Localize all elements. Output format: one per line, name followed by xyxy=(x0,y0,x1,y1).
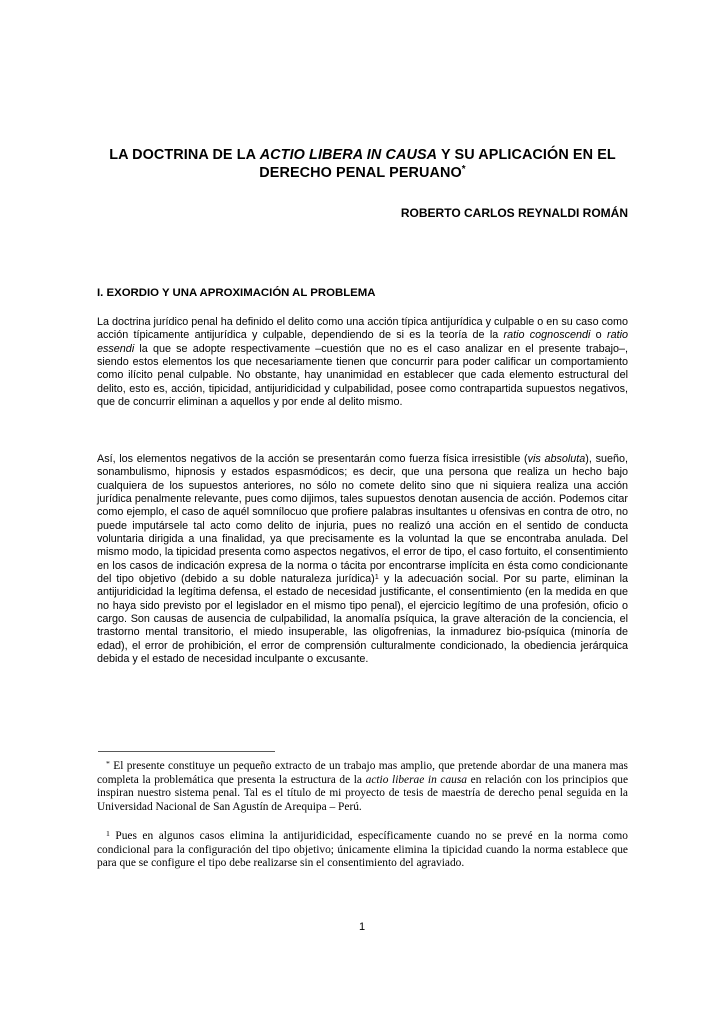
document-title: LA DOCTRINA DE LA ACTIO LIBERA IN CAUSA Y SU APLICACIÓN EN EL DERECHO PENAL PERUANO* xyxy=(109,146,616,181)
author-name: ROBERTO CARLOS REYNALDI ROMÁN xyxy=(400,206,628,220)
page-number: 1 xyxy=(358,921,366,933)
footnote-1: $^1$ Pues en algunos casos elimina la antijuridicidad, específicamente cuando no se prevé en la norma como condicional para la configuración del tipo objetivo; únicamente elimina la tipicidad cuando la norma establece que para que se configure el tipo debe realizarse sin el consentimiento del agraviado. xyxy=(97,828,628,869)
footnote-separator xyxy=(98,751,275,752)
footnote-asterisk: * El presente constituye un pequeño extracto de un trabajo mas amplio, que pretende abordar de una manera mas completa la problemática que presenta la estructura de la actio liberae in causa en relación con los principios que inspiran nuestro sistema penal. Tal es el título de mi proyecto de tesis de maestría de derecho penal seguida en la Universidad Nacional de San Agustín de Arequipa – Perú. xyxy=(97,758,628,813)
body-paragraph-2: Así, los elementos negativos de la acción se presentarán como fuerza física irresistible (vis absoluta), sueño, sonambulismo, hipnosis y estados espasmódicos; es decir, que una persona que realiza un hecho bajo cualquiera de los supuestos anteriores, no sólo no comete delito sino que ni siquiera realiza una acción jurídica penalmente relevante, pues como dijimos, tales supuestos denotan ausencia de acción. Podemos citar como ejemplo, el caso de aquél somnílocuo que profiere palabras insultantes u ofensivas en contra de otro, no puede imputársele tal acto como delito de injuria, pues no realizó una acción en el sentido de conducta voluntaria dirigida a una finalidad, ya que precisamente es la voluntad la que se encontraba anulada. Del mismo modo, la tipicidad presenta como aspectos negativos, el error de tipo, el caso fortuito, el consentimiento en los casos de indicación expresa de la norma o tácita por encontrarse implícita en ésta como condicionante del tipo objetivo (debido a su doble naturaleza jurídica)$^1$ y la adecuación social. Por su parte, eliminan la antijuridicidad la legítima defensa, el estado de necesidad justificante, el consentimiento (en la medida en que no haya sido previsto por el legislador en el mismo tipo penal), el ejercicio legítimo de una profesión, oficio o cargo. Son causas de ausencia de culpabilidad, la anomalía psíquica, la grave alteración de la conciencia, el trastorno mental transitorio, el miedo insuperable, las oligofrenias, la inmadurez bio-psíquica (minoría de edad), el error de prohibición, el error de comprensión culturalmente condicionado, la obediencia jerárquica debida y el estado de necesidad inculpante o excusante. xyxy=(97,453,628,666)
body-paragraph-1: La doctrina jurídico penal ha definido el delito como una acción típica antijurídica y culpable o en su caso como acción típicamente antijurídica y culpable, dependiendo de si es la teoría de la ratio cognoscendi o ratio essendi la que se adopte respectivamente –cuestión que no es el caso analizar en el presente trabajo–, siendo estos elementos los que necesariamente tienen que concurrir para poder calificar un comportamiento como ilícito penal culpable. No obstante, hay unanimidad en establecer que cada elemento estructural del delito, esto es, acción, tipicidad, antijuridicidad y culpabilidad, posee como contrapartida supuestos negativos, que de concurrir eliminan a aquellos y por ende al delito mismo. xyxy=(97,316,628,409)
section-heading: I. EXORDIO Y UNA APROXIMACIÓN AL PROBLEMA xyxy=(97,287,376,300)
